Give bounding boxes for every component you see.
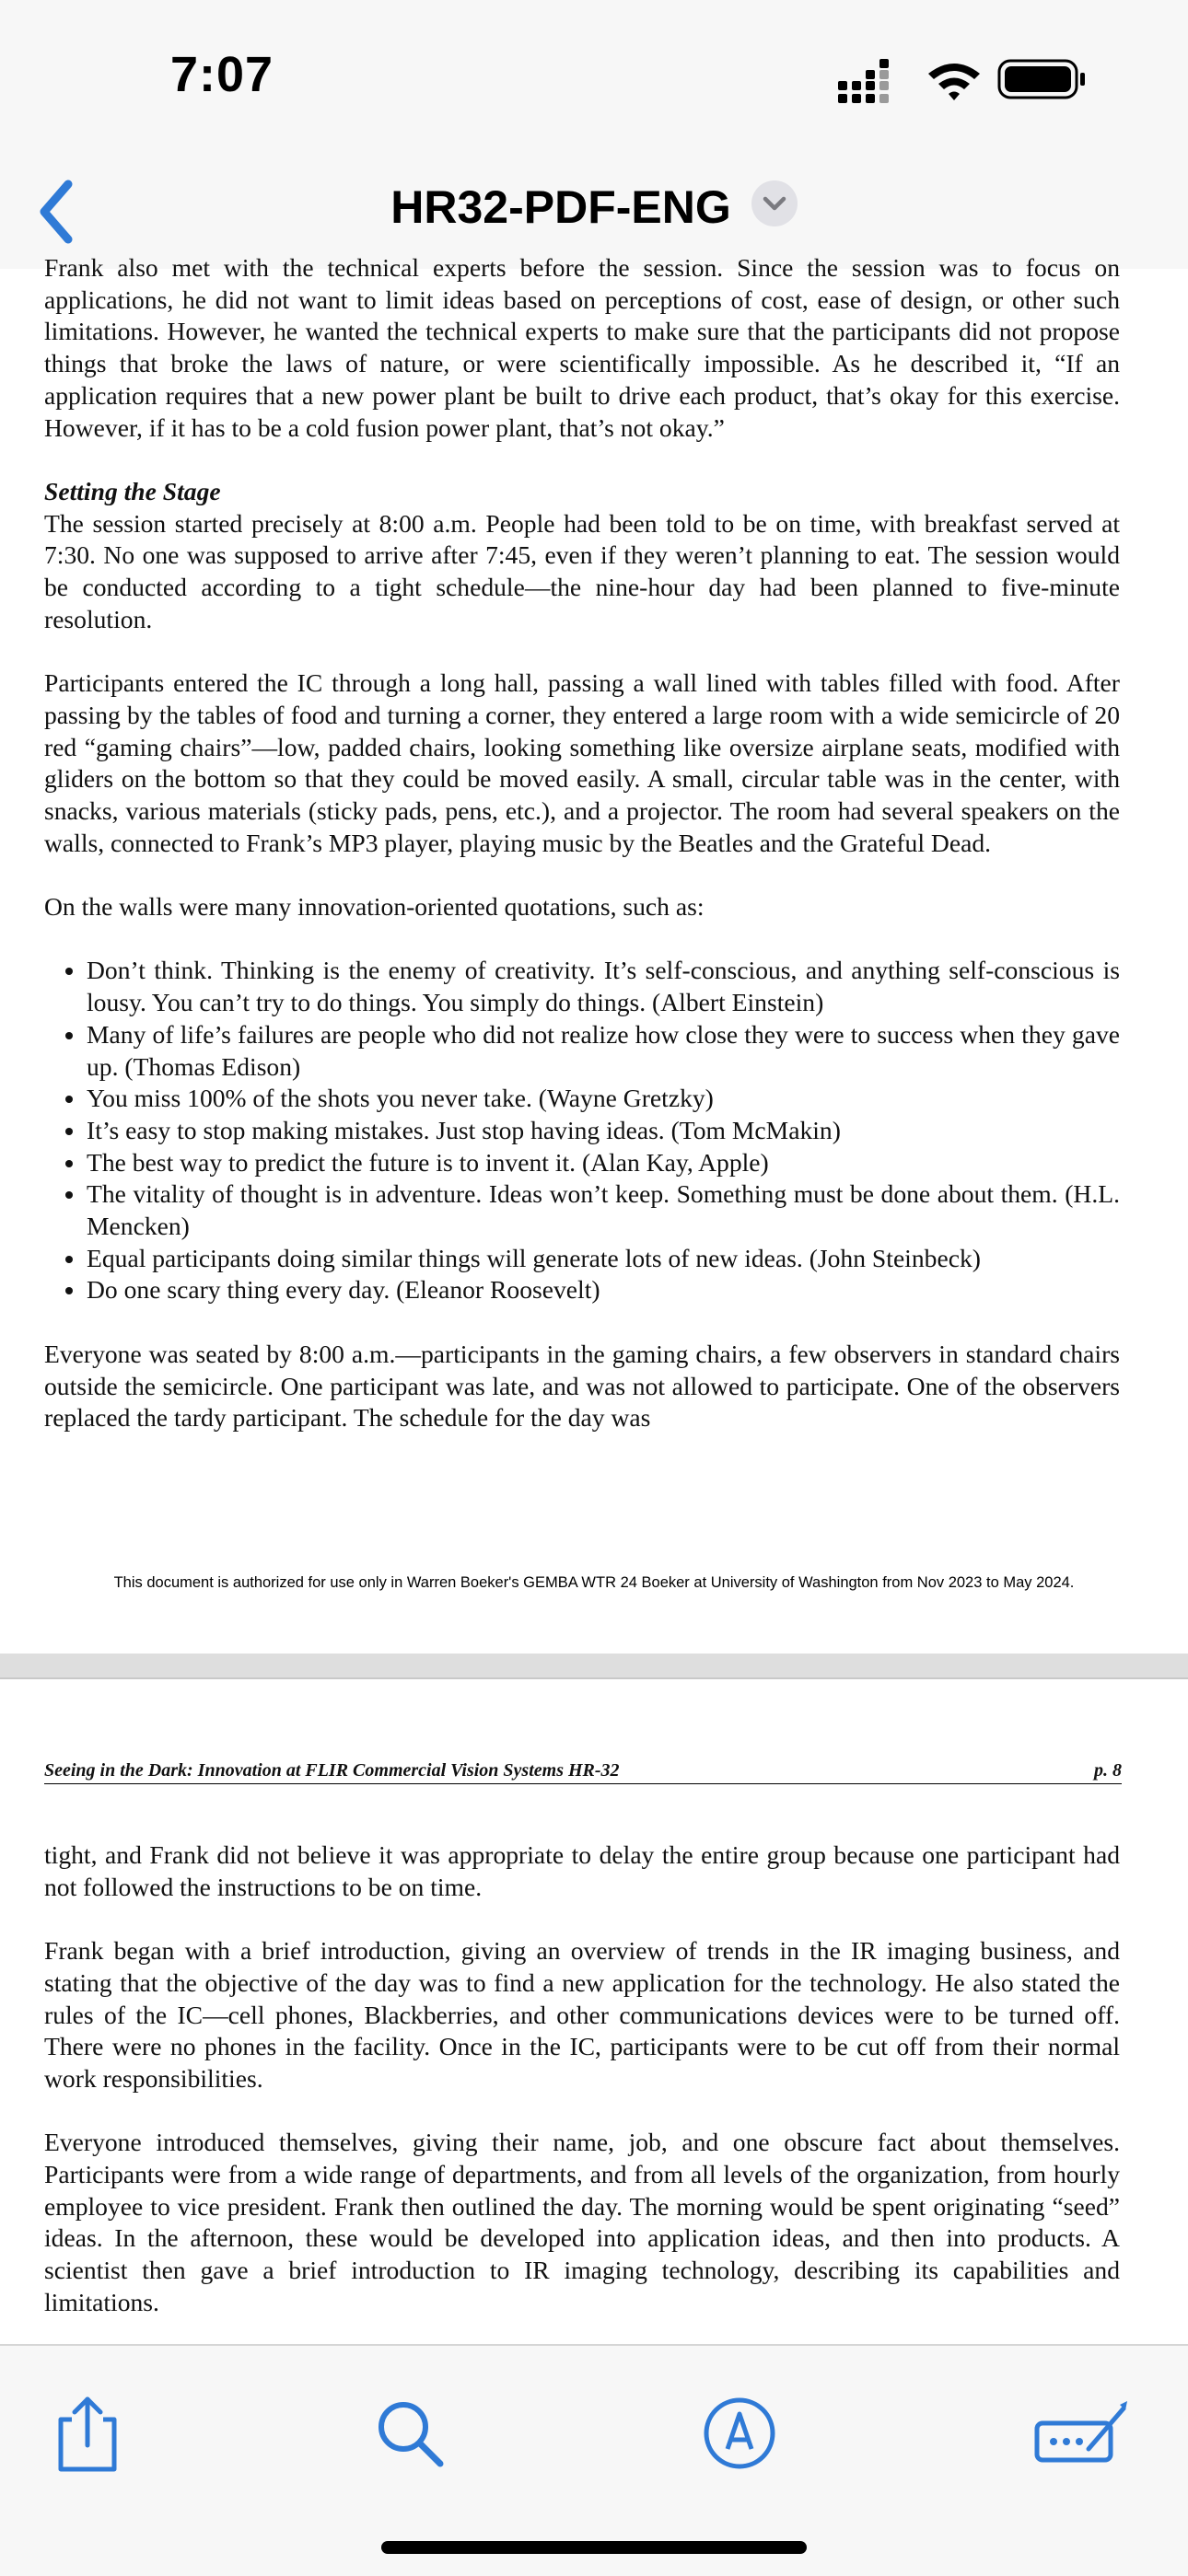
chevron-down-icon: [751, 180, 798, 226]
pdf-page-8: [44, 1839, 1120, 2350]
status-bar: [0, 0, 1188, 157]
authorization-footer: This document is authorized for use only in Warren Boeker's GEMBA WTR 24 Boeker at University of Washington from Nov 2023 to May 2024.: [113, 1574, 1075, 1591]
search-icon[interactable]: [368, 2392, 451, 2475]
paragraph-walls: On the walls were many innovation-oriented quotations, such as:: [44, 892, 705, 922]
home-indicator[interactable]: [381, 2541, 807, 2554]
paragraph-tight: tight, and Frank did not believe it was appropriate to delay the entire group because one participant had not followed the instructions to be on time.: [44, 1840, 1120, 1901]
status-icons: [838, 57, 1087, 103]
list-item: • Don’t think. Thinking is the enemy of creativity. It’s self-conscious, and anything self-conscious is lousy. You can’t try to do things. You simply do things. (Albert Einstein): [87, 955, 1120, 1018]
cellular-signal-icon: [838, 59, 889, 103]
document-title[interactable]: HR32-PDF-ENG: [390, 181, 731, 233]
paragraph-seated: Everyone was seated by 8:00 a.m.—participants in the gaming chairs, a few observers in standard chairs outside the semicircle. One participant was late, and was not allowed to participate. One of the observers replaced the tardy participant. The schedule for the day was: [44, 1339, 1120, 1433]
list-item: • The best way to predict the future is to invent it. (Alan Kay, Apple): [87, 1147, 1120, 1179]
title-container: [0, 180, 1188, 234]
list-item: • Many of life’s failures are people who did not realize how close they were to success when they gave up. (Thomas Edison): [87, 1019, 1120, 1083]
markup-icon[interactable]: [698, 2392, 781, 2475]
paragraph-everyone: Everyone introduced themselves, giving their name, job, and one obscure fact about themselves. Participants were from a wide range of departments, and from all levels of the organization, from hourly employee to vice president. Frank then outlined the day. The morning would be spent originating “seed” ideas. In the afternoon, these would be developed into application ideas, and then into products. A scientist then gave a brief introduction to IR imaging technology, describing its capabilities and limitations.: [44, 2128, 1120, 2316]
page-separator: [0, 1654, 1188, 1679]
status-time: 7:07: [170, 47, 274, 102]
paragraph-room: Participants entered the IC through a long hall, passing a wall lined with tables filled with food. After passing by the tables of food and turning a corner, they entered a large room with a wide semicircle of 20 red “gaming chairs”—low, padded chairs, looking something like oversize airplane seats, modified with gliders on the bottom so that they could be moved easily. A small, circular table was in the center, with snacks, various materials (sticky pads, pens, etc.), and a projector. The room had several speakers on the walls, connected to Frank’s MP3 player, playing music by the Beatles and the Grateful Dead.: [44, 668, 1120, 857]
page-number: p. 8: [1094, 1760, 1122, 1781]
paragraph-technical-experts: Frank also met with the technical experts before the session. Since the session was to focus on applications, he did not want to limit ideas based on perceptions of cost, ease of design, or other such limitations. However, he wanted the technical experts to make sure that the participants did not propose things that broke the laws of nature, or were scientifically impossible. As he described it, “If an application requires that a new power plant be built to drive each product, that’s okay for this exercise. However, if it has to be a cold fusion power plant, that’s not okay.”: [44, 253, 1120, 442]
wifi-icon: [928, 64, 980, 100]
battery-icon: [999, 61, 1085, 98]
list-item: • It’s easy to stop making mistakes. Just stop having ideas. (Tom McMakin): [87, 1115, 1120, 1147]
quotations-list: [44, 955, 1120, 1306]
form-fill-icon[interactable]: [1031, 2392, 1133, 2475]
title-menu-button[interactable]: [751, 180, 798, 226]
list-item: • You miss 100% of the shots you never take. (Wayne Gretzky): [87, 1083, 1120, 1115]
list-item: • The vitality of thought is in adventure. Ideas won’t keep. Something must be done about them. (H.L. Mencken): [87, 1178, 1120, 1242]
running-header: [44, 1760, 1122, 1784]
paragraph-introduction: Frank began with a brief introduction, giving an overview of trends in the IR imaging business, and stating that the objective of the day was to find a new application for the technology. He also stated the rules of the IC—cell phones, Blackberries, and other communications devices were to be turned off. There were no phones in the facility. Once in the IC, participants were to be cut off from their normal work responsibilities.: [44, 1936, 1120, 2093]
list-item: • Do one scary thing every day. (Eleanor Roosevelt): [87, 1274, 1120, 1306]
pdf-page-7: [44, 252, 1120, 1467]
section-heading: Setting the Stage: [44, 476, 221, 505]
paragraph-session-start: The session started precisely at 8:00 a.m. People had been told to be on time, with breakfast served at 7:30. No one was supposed to arrive after 7:45, even if they weren’t planning to eat. The session would be conducted according to a tight schedule—the nine-hour day had been planned to five-minute resolution.: [44, 508, 1120, 633]
list-item: • Equal participants doing similar things will generate lots of new ideas. (John Steinbeck): [87, 1243, 1120, 1275]
share-icon[interactable]: [46, 2392, 129, 2475]
pdf-viewer[interactable]: [0, 253, 1188, 2344]
running-header-title: Seeing in the Dark: Innovation at FLIR Commercial Vision Systems HR-32: [44, 1760, 620, 1781]
